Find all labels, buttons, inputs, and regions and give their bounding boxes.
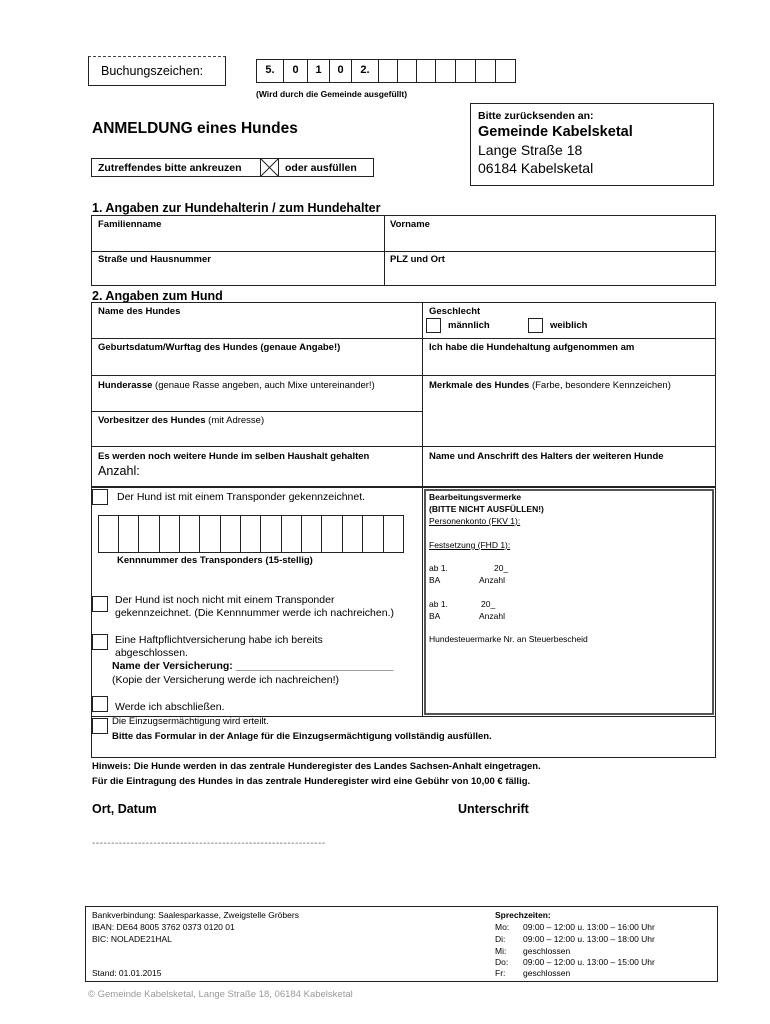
abschliessen-label: Werde ich abschließen. <box>115 701 225 713</box>
festsetzung-label: Festsetzung (FHD 1): <box>429 540 511 550</box>
not-chipped-line2: gekennzeichnet. (Die Kennnummer werde ich nachreichen.) <box>115 607 394 619</box>
booking-label-box <box>88 56 226 86</box>
booking-digit <box>476 60 496 82</box>
weitere-hunde-label: Es werden noch weitere Hunde im selben Haushalt gehalten <box>98 451 370 462</box>
kopie-note: (Kopie der Versicherung werde ich nachreichen!) <box>112 674 340 686</box>
year-label-2: 20_ <box>481 599 496 609</box>
ab1-label-1: ab 1. <box>429 563 448 573</box>
instruction-box <box>91 158 374 177</box>
instruction-right: oder ausfüllen <box>285 162 357 174</box>
vorbesitzer-note: (mit Adresse) <box>205 415 265 426</box>
geschlecht-label: Geschlecht <box>429 306 481 317</box>
sprechzeiten-label: Sprechzeiten: <box>495 910 551 920</box>
plz-label[interactable]: PLZ und Ort <box>390 254 445 265</box>
booking-note: (Wird durch die Gemeinde ausgefüllt) <box>256 89 408 99</box>
ba-label-1: BA <box>429 575 441 585</box>
not-chipped-line1: Der Hund ist noch nicht mit einem Transponder <box>115 594 335 606</box>
booking-digit <box>379 60 398 82</box>
haltung-label[interactable]: Ich habe die Hundehaltung aufgenommen am <box>429 342 635 353</box>
haftpflicht-line1: Eine Haftpflichtversicherung habe ich bereits <box>115 634 323 646</box>
rasse-note: (genaue Rasse angeben, auch Mixe untereinander!) <box>152 380 375 391</box>
vorname-label[interactable]: Vorname <box>390 219 430 230</box>
versicherung-name-field[interactable]: Name der Versicherung: ___________________________ <box>112 660 394 672</box>
hours-time: 09:00 – 12:00 u. 13:00 – 15:00 Uhr <box>523 957 655 967</box>
bearbeitung-box <box>424 489 714 715</box>
page-title: ANMELDUNG eines Hundes <box>92 120 298 137</box>
einzug-checkbox[interactable] <box>92 718 108 734</box>
booking-digit <box>398 60 417 82</box>
section1-heading: 1. Angaben zur Hundehalterin / zum Hundehalter <box>92 201 381 215</box>
hours-day: Mo: <box>495 922 510 932</box>
abschliessen-checkbox[interactable] <box>92 696 108 712</box>
hours-day: Mi: <box>495 946 507 956</box>
hours-day: Di: <box>495 934 506 944</box>
ab1-label-2: ab 1. <box>429 599 448 609</box>
anzahl-label-1: Anzahl <box>479 575 505 585</box>
kennnummer-label: Kennnummer des Transponders (15-stellig) <box>117 555 313 566</box>
not-chipped-checkbox[interactable] <box>92 596 108 612</box>
anzahl-label[interactable]: Anzahl: <box>98 464 140 478</box>
haftpflicht-line2: abgeschlossen. <box>115 647 188 659</box>
geburtsdatum-label[interactable]: Geburtsdatum/Wurftag des Hundes (genaue Angabe!) <box>98 342 341 353</box>
merkmale-label[interactable] <box>429 380 671 391</box>
steuermarke-label: Hundesteuermarke Nr. an Steuerbescheid <box>429 634 588 644</box>
iban-line: IBAN: DE64 8005 3762 0373 0120 01 <box>92 922 235 932</box>
hours-day: Do: <box>495 957 509 967</box>
hours-time: geschlossen <box>523 946 571 956</box>
weiblich-label: weiblich <box>550 320 588 331</box>
booking-digit: 0 <box>284 60 308 82</box>
booking-digit: 5. <box>257 60 284 82</box>
year-label-1: 20_ <box>494 563 509 573</box>
einzug-line1: Die Einzugsermächtigung wird erteilt. <box>112 716 269 727</box>
chipped-checkbox[interactable] <box>92 489 108 505</box>
stand-line: Stand: 01.01.2015 <box>92 968 162 978</box>
anzahl-label-2: Anzahl <box>479 611 505 621</box>
rasse-bold: Hunderasse <box>98 380 153 391</box>
weiblich-checkbox[interactable] <box>528 318 543 333</box>
return-label: Bitte zurücksenden an: <box>478 110 594 122</box>
section2-heading: 2. Angaben zum Hund <box>92 289 223 303</box>
chipped-label: Der Hund ist mit einem Transponder gekennzeichnet. <box>117 491 366 503</box>
name-hund-label[interactable]: Name des Hundes <box>98 306 181 317</box>
hours-day: Fr: <box>495 968 506 978</box>
return-city: 06184 Kabelsketal <box>478 160 594 176</box>
transponder-number-field[interactable] <box>98 515 404 553</box>
hours-time: 09:00 – 12:00 u. 13:00 – 18:00 Uhr <box>523 934 655 944</box>
hinweis-line2: Für die Eintragung des Hundes in das zentrale Hunderegister wird eine Gebühr von 10,00 € fällig. <box>92 776 531 787</box>
section2-table <box>91 302 716 487</box>
einzug-line2: Bitte das Formular in der Anlage für die Einzugsermächtigung vollständig ausfüllen. <box>112 731 492 742</box>
copyright: © Gemeinde Kabelsketal, Lange Straße 18, 06184 Kabelsketal <box>88 989 353 1000</box>
familienname-label[interactable]: Familienname <box>98 219 162 230</box>
bank-line: Bankverbindung: Saalesparkasse, Zweigstelle Gröbers <box>92 910 299 920</box>
bearbeitung-subtitle: (BITTE NICHT AUSFÜLLEN!) <box>429 504 544 514</box>
bic-line: BIC: NOLADE21HAL <box>92 934 172 944</box>
vorbesitzer-bold: Vorbesitzer des Hundes <box>98 415 206 426</box>
halter-weitere-label[interactable]: Name und Anschrift des Halters der weiteren Hunde <box>429 451 664 462</box>
unterschrift-label: Unterschrift <box>458 802 529 816</box>
maennlich-label: männlich <box>448 320 490 331</box>
vorbesitzer-label[interactable] <box>98 415 264 426</box>
footer-box <box>85 906 718 982</box>
hours-time: geschlossen <box>523 968 571 978</box>
personenkonto-label: Personenkonto (FKV 1): <box>429 516 521 526</box>
crossed-box-icon <box>260 158 279 177</box>
booking-number-field[interactable] <box>256 59 516 83</box>
booking-digit <box>436 60 456 82</box>
booking-digit: 0 <box>330 60 352 82</box>
hours-time: 09:00 – 12:00 u. 13:00 – 16:00 Uhr <box>523 922 655 932</box>
strasse-label[interactable]: Straße und Hausnummer <box>98 254 211 265</box>
hinweis-line1: Hinweis: Die Hunde werden in das zentrale Hunderegister des Landes Sachsen-Anhalt eingetragen. <box>92 761 541 772</box>
booking-digit <box>496 60 515 82</box>
return-street: Lange Straße 18 <box>478 142 583 158</box>
instruction-left: Zutreffendes bitte ankreuzen <box>98 162 242 174</box>
return-name: Gemeinde Kabelsketal <box>478 124 633 140</box>
section1-table <box>91 215 716 286</box>
booking-digit <box>456 60 476 82</box>
booking-digit: 1 <box>308 60 330 82</box>
merkmale-note: (Farbe, besondere Kennzeichen) <box>529 380 671 391</box>
booking-digit: 2. <box>352 60 379 82</box>
maennlich-checkbox[interactable] <box>426 318 441 333</box>
booking-label: Buchungszeichen: <box>101 64 204 78</box>
booking-digit <box>417 60 436 82</box>
haftpflicht-checkbox[interactable] <box>92 634 108 650</box>
merkmale-bold: Merkmale des Hundes <box>429 380 530 391</box>
return-address-box <box>470 103 714 186</box>
ort-datum-label: Ort, Datum <box>92 802 157 816</box>
bearbeitung-title: Bearbeitungsvermerke <box>429 492 522 502</box>
rasse-label[interactable] <box>98 380 375 391</box>
ba-label-2: BA <box>429 611 441 621</box>
signature-line[interactable]: ------------------------------------------------------------- <box>92 838 326 849</box>
